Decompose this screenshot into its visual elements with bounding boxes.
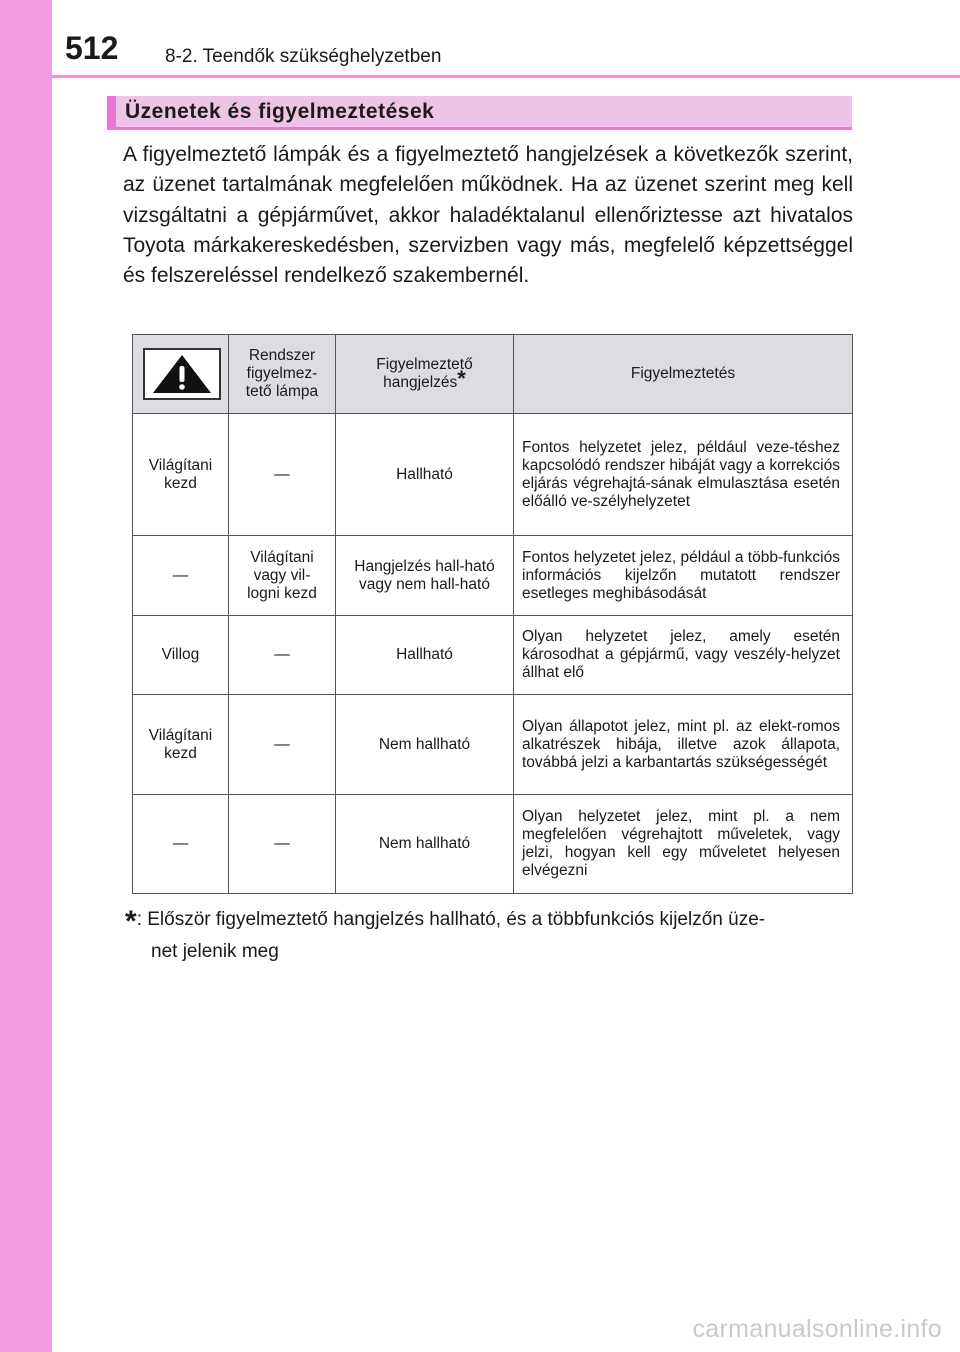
- page-number: 512: [65, 30, 119, 66]
- table-header-row: [133, 335, 853, 414]
- warning-triangle-icon: [143, 348, 221, 400]
- row-warning: Olyan állapotot jelez, mint pl. az elekt-romos alkatrészek hibája, illetve azok állapota, továbbá jelzi a karbantartás szükségességét: [514, 695, 853, 795]
- header-divider: [52, 75, 960, 78]
- warning-table: [132, 334, 853, 894]
- row-buzzer: Nem hallható: [336, 795, 514, 894]
- row-system-lamp: —: [229, 695, 336, 795]
- header-system-lamp: Rendszer figyelmez-tető lámpa: [229, 335, 336, 414]
- row-system-lamp: —: [229, 616, 336, 695]
- header-icon-cell: [133, 335, 229, 414]
- row-buzzer: Hallható: [336, 616, 514, 695]
- row-indicator: —: [133, 536, 229, 616]
- row-indicator: Világítani kezd: [133, 414, 229, 536]
- row-buzzer: Hangjelzés hall-ható vagy nem hall-ható: [336, 536, 514, 616]
- table-row: [133, 616, 853, 695]
- row-warning: Fontos helyzetet jelez, például veze-téshez kapcsolódó rendszer hibáját vagy a korrekciós eljárás végrehajtá-sának elmulasztása esetén előálló ve-szélyhelyzetet: [514, 414, 853, 536]
- row-buzzer: Hallható: [336, 414, 514, 536]
- section-heading-accent: [107, 96, 116, 127]
- table-row: [133, 695, 853, 795]
- row-system-lamp: —: [229, 795, 336, 894]
- row-buzzer: Nem hallható: [336, 695, 514, 795]
- footnote-mark: *: [125, 905, 137, 938]
- section-title: Üzenetek és figyelmeztetések: [125, 100, 435, 123]
- side-color-bar: [0, 0, 52, 1352]
- row-indicator: Világítani kezd: [133, 695, 229, 795]
- footnote-text-2: net jelenik meg: [151, 941, 279, 962]
- footnote: [125, 905, 853, 967]
- row-warning: Olyan helyzetet jelez, amely esetén károsodhat a gépjármű, vagy veszély-helyzet állhat elő: [514, 616, 853, 695]
- row-system-lamp: —: [229, 414, 336, 536]
- section-heading: [107, 96, 852, 130]
- header-buzzer-mark: *: [457, 366, 466, 391]
- footnote-text-1: : Először figyelmeztető hangjelzés hallható, és a többfunkciós kijelzőn üze-: [136, 909, 766, 930]
- row-system-lamp: Világítani vagy vil-logni kezd: [229, 536, 336, 616]
- row-indicator: —: [133, 795, 229, 894]
- row-indicator: Villog: [133, 616, 229, 695]
- header-buzzer-label: Figyelmeztető hangjelzés: [376, 356, 473, 391]
- watermark: carmanualsonline.info: [692, 1315, 942, 1343]
- table-row: [133, 536, 853, 616]
- chapter-title: 8-2. Teendők szükséghelyzetben: [165, 46, 442, 67]
- row-warning: Olyan helyzetet jelez, mint pl. a nem megfelelően végrehajtott műveletek, vagy jelzi, hogyan kell egy műveletet helyesen elvégezni: [514, 795, 853, 894]
- table-row: [133, 414, 853, 536]
- table-row: [133, 795, 853, 894]
- row-warning: Fontos helyzetet jelez, például a több-funkciós információs kijelzőn mutatott rendszer esetleges meghibásodását: [514, 536, 853, 616]
- intro-paragraph: A figyelmeztető lámpák és a figyelmeztető hangjelzések a következők szerint, az üzenet tartalmának megfelelően működnek. Ha az üzenet szerint meg kell vizsgáltatni a gépjárművet, akkor haladéktalanul ellenőriztesse azt hivatalos Toyota márkakereskedésben, szervizben vagy más, megfelelő képzettséggel és felszereléssel rendelkező szakembernél.: [123, 143, 853, 288]
- header-warning: Figyelmeztetés: [514, 335, 853, 414]
- header-buzzer: [336, 335, 514, 414]
- footnote-line-1: [125, 905, 853, 937]
